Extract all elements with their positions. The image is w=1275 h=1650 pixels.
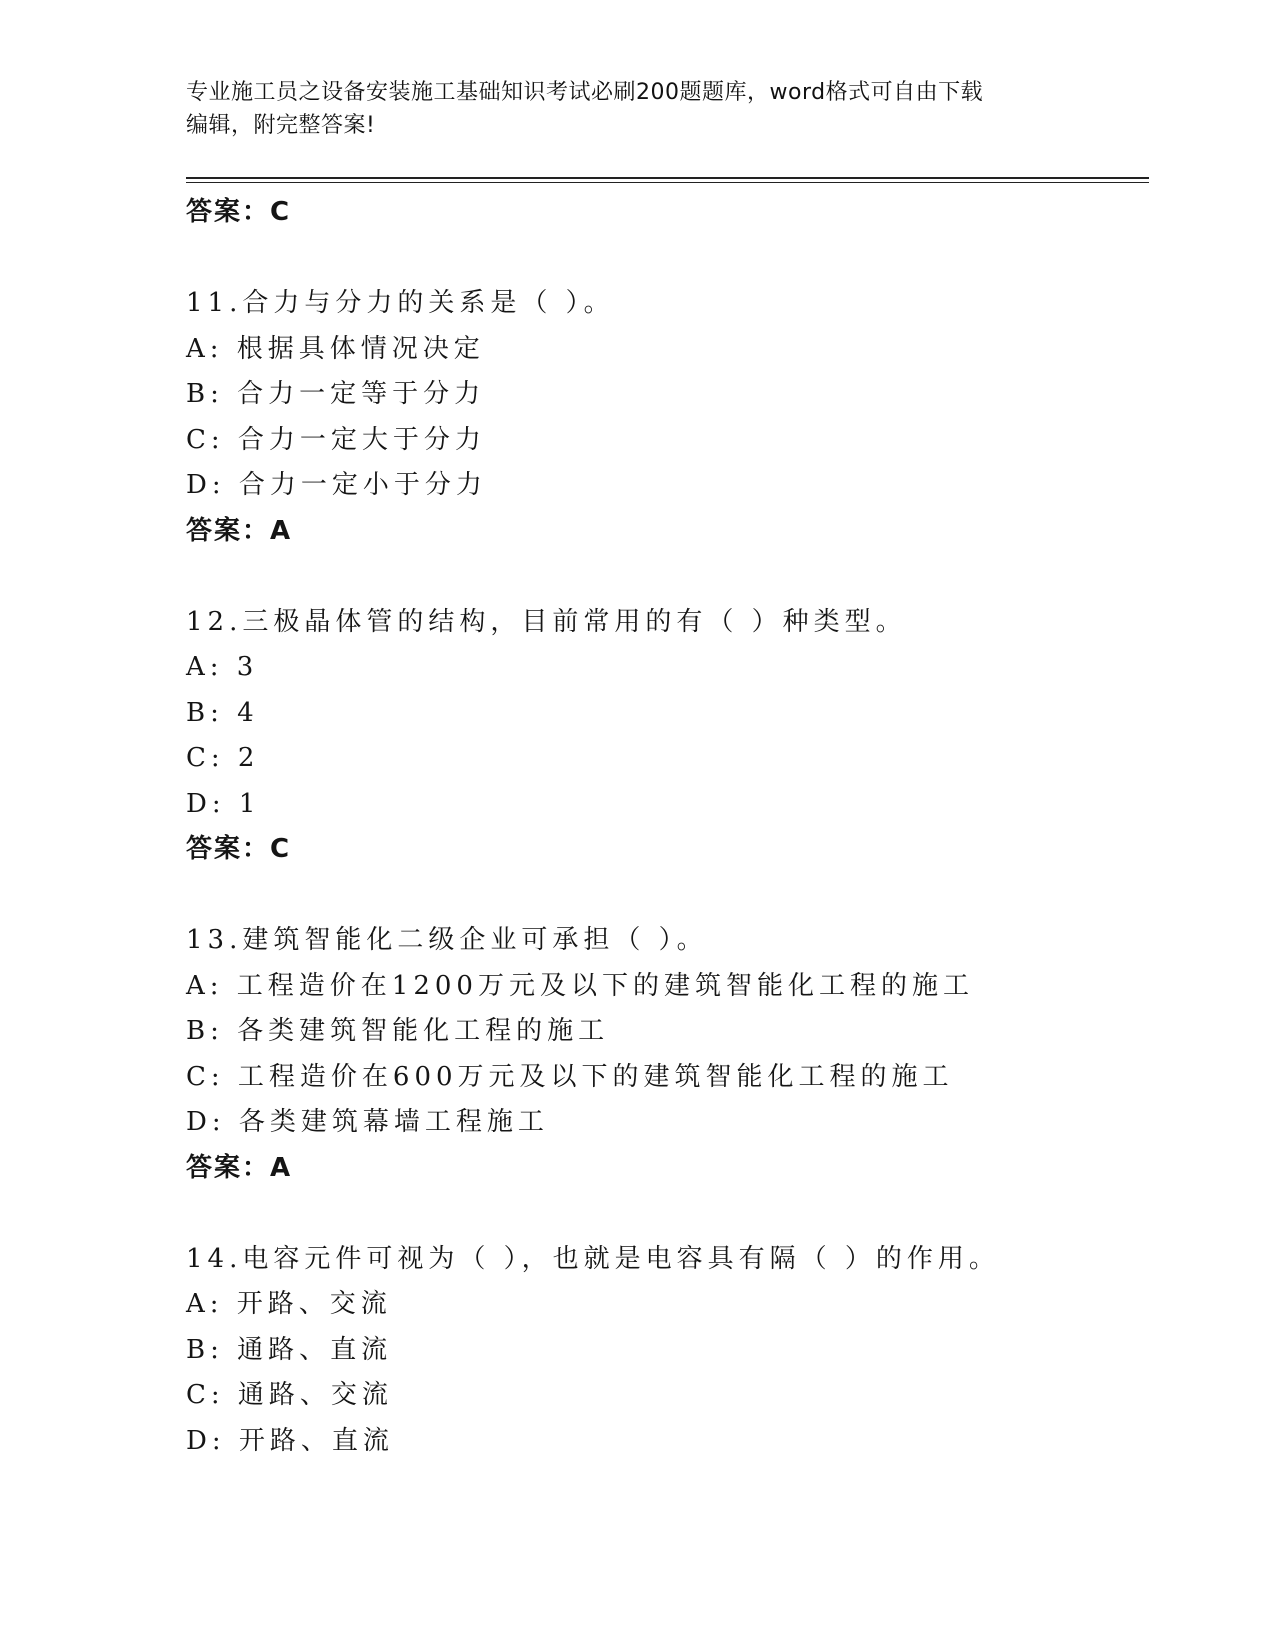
answer: 答案：A xyxy=(186,515,293,546)
question-stem: 12.三极晶体管的结构，目前常用的有（ ）种类型。 xyxy=(186,606,907,637)
option-c: C: 合力一定大于分力 xyxy=(186,424,486,455)
question-block xyxy=(186,600,1149,873)
answer: 答案：C xyxy=(186,834,292,864)
previous-answer: 答案：C xyxy=(186,197,292,227)
option-c: C: 工程造价在600万元及以下的建筑智能化工程的施工 xyxy=(186,1061,954,1092)
question-list xyxy=(186,190,1149,1464)
spacer xyxy=(186,1191,1149,1237)
option-c: C: 通路、交流 xyxy=(186,1380,393,1410)
page-header xyxy=(186,76,1066,142)
question-stem: 14.电容元件可视为（ ），也就是电容具有隔（ ）的作用。 xyxy=(186,1243,1000,1274)
option-d: D: 各类建筑幕墙工程施工 xyxy=(186,1107,549,1137)
option-a: A: 3 xyxy=(186,652,259,682)
option-a: A: 根据具体情况决定 xyxy=(186,333,485,364)
header-line-2: 编辑，附完整答案! xyxy=(186,113,376,138)
header-rule-thin xyxy=(186,182,1149,183)
question-block xyxy=(186,1237,1149,1465)
answer: 答案：A xyxy=(186,1152,293,1183)
header-line-1: 专业施工员之设备安装施工基础知识考试必刷200题题库，word格式可自由下载 xyxy=(186,80,984,105)
option-d: D: 开路、直流 xyxy=(186,1425,394,1456)
question-block xyxy=(186,281,1149,554)
spacer xyxy=(186,554,1149,600)
question-stem: 11.合力与分力的关系是（ ）。 xyxy=(186,288,615,318)
option-c: C: 2 xyxy=(186,743,260,773)
header-rule-thick xyxy=(186,177,1149,179)
question-block xyxy=(186,918,1149,1191)
option-d: D: 合力一定小于分力 xyxy=(186,470,487,500)
option-b: B: 通路、直流 xyxy=(186,1334,393,1365)
spacer xyxy=(186,873,1149,919)
option-b: B: 合力一定等于分力 xyxy=(186,379,486,409)
option-a: A: 工程造价在1200万元及以下的建筑智能化工程的施工 xyxy=(186,970,974,1001)
option-b: B: 4 xyxy=(186,697,259,728)
option-b: B: 各类建筑智能化工程的施工 xyxy=(186,1016,610,1046)
option-a: A: 开路、交流 xyxy=(186,1289,392,1319)
spacer xyxy=(186,236,1149,282)
option-d: D: 1 xyxy=(186,788,261,819)
question-stem: 13.建筑智能化二级企业可承担（ ）。 xyxy=(186,925,708,955)
